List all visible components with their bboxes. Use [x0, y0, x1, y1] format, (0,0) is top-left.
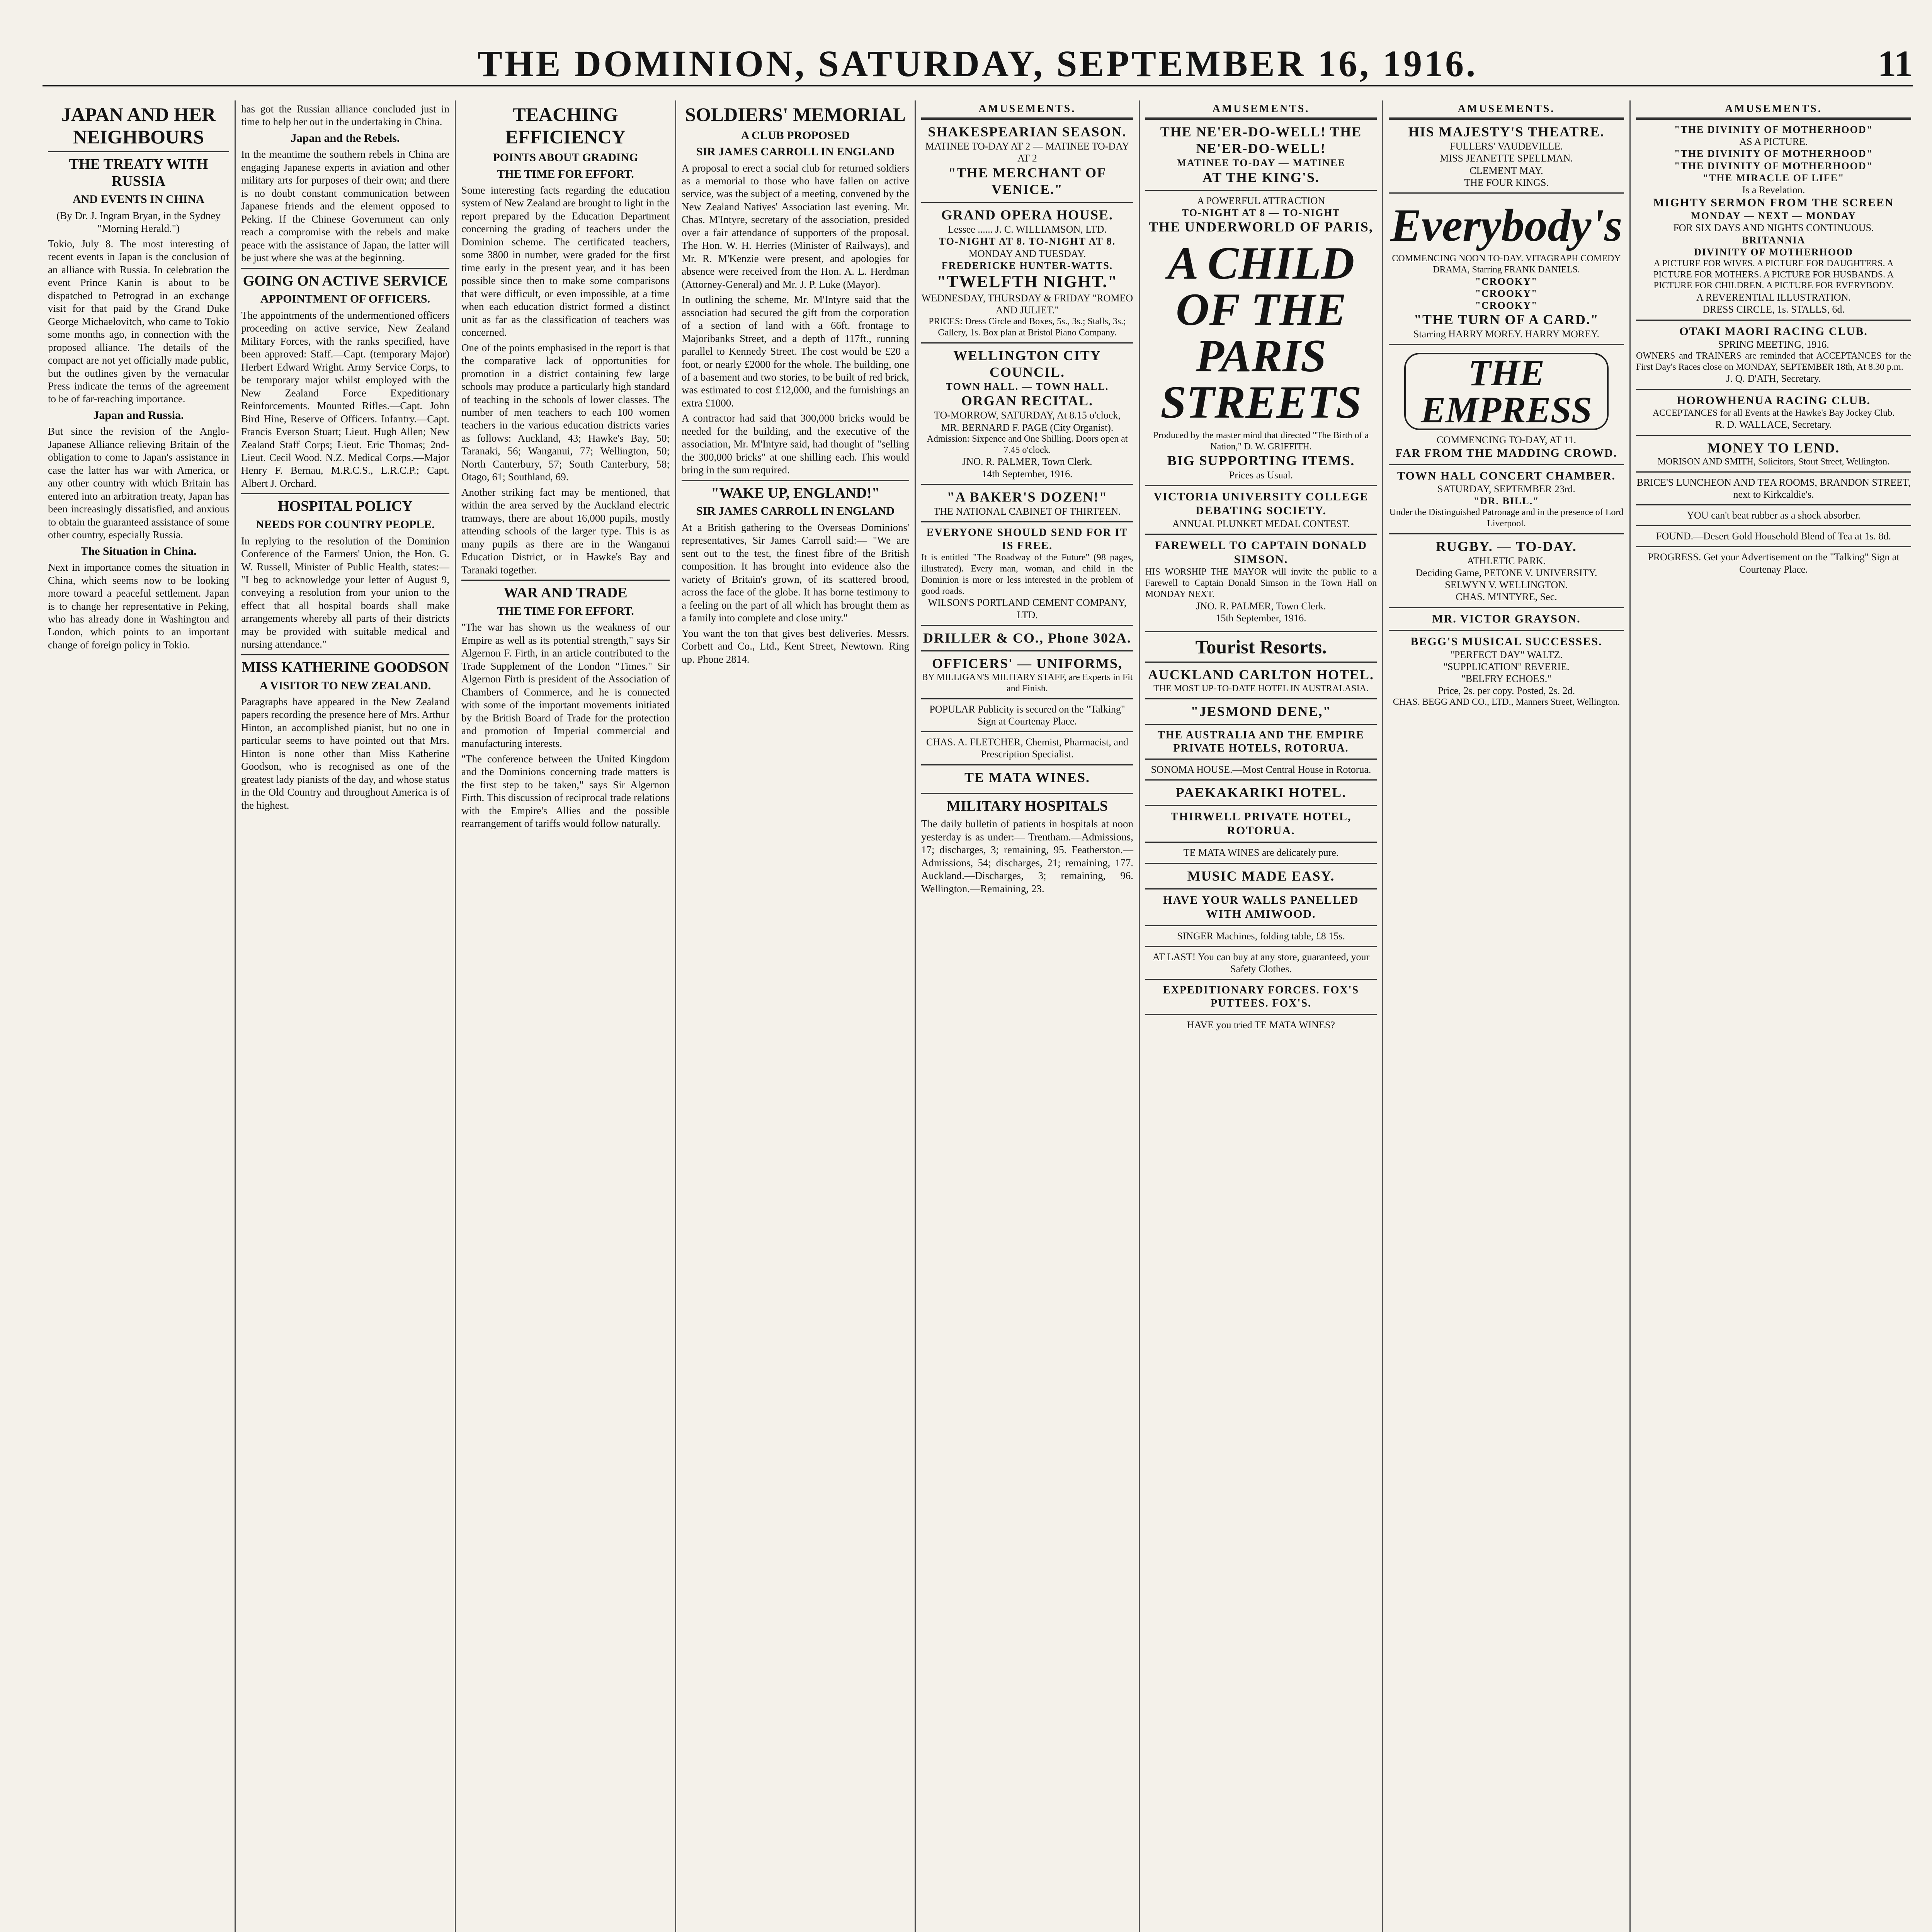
- ad-otaki: [1636, 320, 1911, 389]
- ad-jesmond: [1145, 698, 1377, 724]
- ad-line: Is a Revelation.: [1742, 184, 1805, 196]
- ad-line: Under the Distinguished Patronage and in the presence of Lord Liverpool.: [1389, 507, 1624, 529]
- subhead-districts: THE TIME FOR EFFORT.: [497, 167, 634, 180]
- ad-beggs: [1389, 630, 1624, 712]
- article-paragraph: "The war has shown us the weakness of our Empire as well as its potential strength," says Sir Algernon F. Firth, in an article contributed to the Trade Supplement of the London "Times." Sir Algernon Firth is president of the Association of Chambers of Commerce, and he is connected with some of the important movements initiated by the British Board of Trade for the protection and promotion of Imperial commercial and manufacturing interests.: [461, 621, 670, 750]
- ad-line: "CROOKY": [1475, 299, 1538, 311]
- ad-line: FULLERS' VAUDEVILLE.: [1450, 141, 1563, 152]
- column-4: [676, 100, 916, 1932]
- tourist-resorts-heading: Tourist Resorts.: [1145, 631, 1377, 658]
- ad-title: EVERYONE SHOULD SEND FOR IT IS FREE.: [926, 527, 1128, 552]
- ad-line: Prices as Usual.: [1229, 469, 1293, 481]
- page-number: 11: [1878, 43, 1913, 84]
- ad-rubber: YOU can't beat rubber as a shock absorber.: [1636, 504, 1911, 525]
- article-paragraph: Tokio, July 8. The most interesting of recent events in Japan is the conclusion of an alliance with Russia. In celebration the event Prince Kanin is about to be dispatched to Petrograd in an exchange visit for that paid by the Grand Duke George Michaelovitch, who came to Tokio some months ago, in connection with the proposed alliance. The details of the compact are not yet officially made public, but the outlines given by the vernacular Press indicate the terms of the agreement to be of far-reaching importance.: [48, 238, 229, 405]
- headline-goodson: MISS KATHERINE GOODSON: [241, 654, 449, 676]
- ad-line: SATURDAY, SEPTEMBER 23rd.: [1437, 483, 1575, 495]
- ad-title: OTAKI MAORI RACING CLUB.: [1679, 325, 1868, 338]
- ad-wines: [921, 764, 1133, 790]
- ad-line: 14th September, 1916.: [982, 468, 1073, 480]
- headline-memorial: SOLDIERS' MEMORIAL: [685, 104, 906, 125]
- ad-line: A POWERFUL ATTRACTION: [1197, 195, 1325, 206]
- masthead-title: THE DOMINION, SATURDAY, SEPTEMBER 16, 1916.: [477, 43, 1478, 84]
- ad-line: BY MILLIGAN'S MILITARY STAFF, are Experts in Fit and Finish.: [922, 672, 1133, 694]
- ad-title: SHAKESPEARIAN SEASON.: [928, 124, 1127, 139]
- ad-money: [1636, 435, 1911, 471]
- article-paragraph: One of the points emphasised in the report is that the comparative lack of opportunities for promotion in a district containing few large schools may produce a particularly high standard of teaching in the schools of lower classes. The number of men teachers to each 100 women teachers in the various education districts varies as follows: Auckland, 43; Hawke's Bay, 50; Taranaki, 56; Wanganui, 77; Wellington, 50; North Canterbury, 57; South Canterbury, 58; Otago, 61; Southland, 69.: [461, 342, 670, 483]
- ad-line: MATINEE TO-DAY — MATINEE: [1177, 157, 1345, 169]
- ad-title: ORGAN RECITAL.: [961, 393, 1094, 409]
- ad-title: HOROWHENUA RACING CLUB.: [1677, 394, 1871, 407]
- ad-line: "BELFRY ECHOES.": [1461, 673, 1551, 684]
- ad-line: Starring HARRY MOREY. HARRY MOREY.: [1413, 328, 1600, 340]
- ad-line: A PICTURE FOR WIVES. A PICTURE FOR DAUGHTERS. A PICTURE FOR MOTHERS. A PICTURE FOR HUSBANDS. A PICTURE FOR CHILDREN. A PICTURE FOR EVERYBODY.: [1653, 258, 1894, 291]
- subhead-club: A CLUB PROPOSED: [741, 129, 850, 142]
- ad-line: PRICES: Dress Circle and Boxes, 5s., 3s.; Stalls, 3s.; Gallery, 1s. Box plan at Bristol Piano Company.: [929, 316, 1126, 338]
- ad-line: JNO. R. PALMER, Town Clerk.: [1196, 600, 1326, 612]
- ad-town-hall-concert: [1389, 464, 1624, 533]
- amusements-band: AMUSEMENTS.: [921, 100, 1133, 119]
- column-7: [1383, 100, 1631, 1932]
- ad-line: "CROOKY": [1475, 287, 1538, 299]
- ad-organ-recital: [921, 342, 1133, 484]
- ad-everybodys: [1389, 192, 1624, 344]
- ad-brices: BRICE'S LUNCHEON AND TEA ROOMS, BRANDON STREET, next to Kirkcaldie's.: [1636, 471, 1911, 504]
- ad-title: WELLINGTON CITY COUNCIL.: [953, 347, 1101, 380]
- ad-line: OWNERS and TRAINERS are reminded that ACCEPTANCES for the First Day's Races close on MONDAY, SEPTEMBER 18th, At 8.30 p.m.: [1636, 350, 1911, 372]
- ad-line: CLEMENT MAY.: [1469, 165, 1543, 176]
- article-paragraph: has got the Russian alliance concluded just in time to help her out in the undertaking in China.: [241, 103, 449, 128]
- ad-title: RUGBY. — TO-DAY.: [1436, 538, 1577, 554]
- ad-title: AUCKLAND CARLTON HOTEL.: [1148, 667, 1374, 682]
- ad-title: MONEY TO LEND.: [1707, 440, 1840, 456]
- ad-line: A REVERENTIAL ILLUSTRATION.: [1696, 292, 1851, 303]
- article-paragraph: In outlining the scheme, Mr. M'Intyre said that the association had secured the gift from the corporation of a section of land with a 66ft. frontage to Majoribanks Street, and a depth of 117ft., running parallel to Kennedy Street. The cost would be £20 a foot, or nearly £2000 for the whole. The building, one of a basement and two stories, to be built of red brick, was estimated to cost £12,000, and the furnishings an extra £1000.: [682, 294, 909, 409]
- ad-his-majestys: [1389, 119, 1624, 192]
- ad-line: TOWN HALL. — TOWN HALL.: [946, 381, 1109, 393]
- amusements-band: AMUSEMENTS.: [1145, 100, 1377, 119]
- ad-line: "PERFECT DAY" WALTZ.: [1450, 649, 1563, 660]
- ad-title: TOWN HALL CONCERT CHAMBER.: [1397, 469, 1616, 482]
- ad-line: AS A PICTURE.: [1739, 136, 1808, 148]
- headline-teaching: TEACHING EFFICIENCY: [505, 104, 626, 148]
- ad-line: WEDNESDAY, THURSDAY & FRIDAY "ROMEO AND JULIET.": [921, 292, 1133, 316]
- ad-title: "THE TURN OF A CARD.": [1413, 312, 1599, 328]
- ad-line: 15th September, 1916.: [1216, 612, 1306, 624]
- article-paragraph: Some interesting facts regarding the education system of New Zealand are brought to light in the report prepared by the Education Department concerning the grading of teachers under the Dominion scheme. The certificated teachers, some 3800 in number, were graded for the first time early in the present year, and it has been possible since then to make some comparisons that were difficult, or even impossible, at a time when each education district formed a distinct unit as far as the classification of teachers was concerned.: [461, 184, 670, 338]
- ad-paekakariki: [1145, 779, 1377, 805]
- ad-debating: [1145, 485, 1377, 534]
- ad-music: [1145, 863, 1377, 888]
- ad-title: TE MATA WINES.: [964, 769, 1090, 785]
- ad-title: THIRWELL PRIVATE HOTEL, ROTORUA.: [1170, 810, 1352, 837]
- subhead-china: AND EVENTS IN CHINA: [73, 193, 204, 206]
- column-6: [1140, 100, 1383, 1932]
- ad-line: CHAS. BEGG AND CO., LTD., Manners Street, Wellington.: [1393, 697, 1620, 707]
- section-heading: The Situation in China.: [80, 544, 197, 558]
- headline-hospital-policy: HOSPITAL POLICY: [241, 493, 449, 515]
- article-paragraph: In the meantime the southern rebels in China are engaging Japanese experts in aviation and other military arts for purposes of their own; and there is no doubt constant communication between Japanese friends and the element opposed to Peking. If the Chinese Government can only reach a compromise with the rebels and make peace with the assistance of Japan, the latter will be just where she was at the beginning.: [241, 148, 449, 264]
- ad-line: FREDERICKE HUNTER-WATTS.: [941, 260, 1113, 271]
- ad-rugby: [1389, 533, 1624, 607]
- ad-thirwell: [1145, 805, 1377, 842]
- ad-singer: SINGER Machines, folding table, £8 15s.: [1145, 925, 1377, 946]
- ad-line: TO-MORROW, SATURDAY, At 8.15 o'clock,: [934, 410, 1121, 421]
- article-paragraph: Paragraphs have appeared in the New Zealand papers recording the presence here of Mrs. Arthur Hinton, an accomplished pianist, but no one in particular seems to have pointed out that Mrs. Hinton is none other than Miss Katherine Goodson, who is recognised as one of the greatest lady pianists of the day, and whose status in the Old Country and throughout America is of the highest.: [241, 696, 449, 811]
- ad-line: MORISON AND SMITH, Solicitors, Stout Street, Wellington.: [1657, 456, 1890, 467]
- ad-line: FOR SIX DAYS AND NIGHTS CONTINUOUS.: [1673, 222, 1874, 234]
- ad-line: DIVINITY OF MOTHERHOOD: [1694, 246, 1853, 258]
- ad-title: "THE MERCHANT OF VENICE.": [948, 165, 1107, 197]
- headline-military-hospitals: MILITARY HOSPITALS: [921, 793, 1133, 815]
- ad-title: THE NE'ER-DO-WELL! THE NE'ER-DO-WELL!: [1160, 124, 1362, 156]
- ad-driller: [921, 625, 1133, 650]
- ad-walls: [1145, 888, 1377, 925]
- ad-australia: [1145, 724, 1377, 759]
- ad-title: "A BAKER'S DOZEN!": [947, 489, 1108, 505]
- ad-line: R. D. WALLACE, Secretary.: [1715, 419, 1832, 430]
- ad-line: ANNUAL PLUNKET MEDAL CONTEST.: [1172, 518, 1350, 530]
- ad-title: OFFICERS' — UNIFORMS,: [932, 656, 1123, 672]
- subhead-visitor: A VISITOR TO NEW ZEALAND.: [259, 679, 431, 692]
- ad-line: "SUPPLICATION" REVERIE.: [1443, 661, 1570, 672]
- ad-line: MR. BERNARD F. PAGE (City Organist).: [941, 422, 1114, 433]
- ad-line: DRESS CIRCLE, 1s. STALLS, 6d.: [1702, 304, 1845, 315]
- ad-line: THE FOUR KINGS.: [1464, 177, 1549, 188]
- ad-line: WILSON'S PORTLAND CEMENT COMPANY, LTD.: [928, 597, 1127, 621]
- ad-title: MUSIC MADE EASY.: [1187, 868, 1335, 884]
- ad-line: COMMENCING NOON TO-DAY. VITAGRAPH COMEDY DRAMA, Starring FRANK DANIELS.: [1392, 253, 1621, 275]
- article-paragraph: The daily bulletin of patients in hospitals at noon yesterday is as under:— Trentham.—Admissions, 17; discharges, 3; remaining, 95. Featherston.—Admissions, 54; discharges, 21; remaining, 177. Auckland.—Discharges, 3; remaining, 96. Wellington.—Remaining, 23.: [921, 818, 1133, 895]
- subhead-country-people: NEEDS FOR COUNTRY PEOPLE.: [256, 518, 435, 531]
- ad-empress: [1389, 344, 1624, 464]
- ad-line: MATINEE TO-DAY AT 2 — MATINEE TO-DAY AT 2: [925, 141, 1129, 164]
- ad-line: Produced by the master mind that directed "The Birth of a Nation," D. W. GRIFFITH.: [1153, 430, 1369, 452]
- ad-line: MONDAY AND TUESDAY.: [968, 248, 1086, 259]
- ad-at-last: AT LAST! You can buy at any store, guaranteed, your Safety Clothes.: [1145, 946, 1377, 979]
- ad-line: Deciding Game, PETONE V. UNIVERSITY.: [1415, 567, 1597, 578]
- subhead-treaty: THE TREATY WITH RUSSIA: [48, 151, 229, 190]
- ad-child-paris: [1145, 190, 1377, 485]
- masthead: [43, 43, 1913, 87]
- ad-line: TO-NIGHT AT 8. TO-NIGHT AT 8.: [939, 236, 1116, 247]
- ad-line: "THE DIVINITY OF MOTHERHOOD": [1674, 148, 1873, 160]
- ad-popular: POPULAR Publicity is secured on the "Talking" Sign at Courtenay Place.: [921, 698, 1133, 731]
- ad-title: THE UNDERWORLD OF PARIS,: [1149, 219, 1373, 235]
- ad-title: AT THE KING'S.: [1202, 169, 1320, 185]
- subhead-carroll: SIR JAMES CARROLL IN ENGLAND: [696, 505, 895, 518]
- ad-title: BIG SUPPORTING ITEMS.: [1167, 452, 1355, 468]
- ad-title: GRAND OPERA HOUSE.: [941, 207, 1114, 223]
- ad-line: "THE DIVINITY OF MOTHERHOOD": [1674, 124, 1873, 135]
- ad-line: "THE MIRACLE OF LIFE": [1702, 172, 1845, 184]
- ad-neer-do-well: [1145, 119, 1377, 190]
- column-1: [43, 100, 236, 1932]
- article-paragraph: Another striking fact may be mentioned, that within the area served by the Auckland electric tramways, there are about 16,000 pupils, mostly attending schools of the larger type. This is as many pupils as there are in the Wanganui Education District, or in Hawke's Bay and Taranaki together.: [461, 486, 670, 576]
- ad-grayson: [1389, 607, 1624, 630]
- ad-line: TO-NIGHT AT 8 — TO-NIGHT: [1182, 207, 1340, 218]
- ad-puttees: [1145, 979, 1377, 1014]
- amusements-band: AMUSEMENTS.: [1636, 100, 1911, 119]
- ad-title: MIGHTY SERMON FROM THE SCREEN: [1653, 196, 1894, 209]
- ad-line: "CROOKY": [1475, 276, 1538, 287]
- article-paragraph: "The conference between the United Kingdom and the Dominions concerning trade matters is the first step to be taken," says Sir Algernon Firth. This discussion of reciprocal trade relations with the Empire's Allies and the possible rearrangement of tariffs would follow naturally.: [461, 753, 670, 830]
- byline: (By Dr. J. Ingram Bryan, in the Sydney "Morning Herald."): [56, 209, 221, 235]
- ad-farewell: [1145, 534, 1377, 628]
- ad-line: MONDAY — NEXT — MONDAY: [1691, 210, 1856, 222]
- article-paragraph: A proposal to erect a social club for returned soldiers as a memorial to those who have fallen on active service, was the subject of a meeting, convened by the New Zealand Natives' Association last evening. Mr. Chas. M'Intyre, secretary of the association, presided over a fair attendance of supporters of the proposal. The Hon. W. H. Herries (Minister of Railways), and Mr. R. M'Kenzie were present, and apologies for absence were received from the Hon. A. L. Herdman (Attorney-General) and Mr. J. P. Luke (Mayor).: [682, 162, 909, 290]
- ad-line: THE MOST UP-TO-DATE HOTEL IN AUSTRALASIA.: [1153, 683, 1369, 694]
- ad-line: "THE DIVINITY OF MOTHERHOOD": [1674, 160, 1873, 172]
- ad-title: DRILLER & CO., Phone 302A.: [923, 630, 1132, 646]
- ad-title: BEGG'S MUSICAL SUCCESSES.: [1410, 635, 1602, 648]
- ad-line: CHAS. M'INTYRE, Sec.: [1456, 591, 1557, 603]
- ad-te-mata-2: HAVE you tried TE MATA WINES?: [1145, 1014, 1377, 1035]
- ad-line: BRITANNIA: [1742, 234, 1806, 246]
- ad-line: J. Q. D'ATH, Secretary.: [1726, 373, 1821, 384]
- ad-line: ATHLETIC PARK.: [1467, 555, 1546, 566]
- ad-te-mata: TE MATA WINES are delicately pure.: [1145, 842, 1377, 862]
- ad-title: HAVE YOUR WALLS PANELLED WITH AMIWOOD.: [1163, 893, 1359, 920]
- headline-wake-up: "WAKE UP, ENGLAND!": [682, 480, 909, 502]
- ad-bakers-dozen: [921, 484, 1133, 521]
- article-paragraph: But since the revision of the Anglo-Japanese Alliance relieving Britain of the obligation to come to Japan's assistance in case the latter has war with America, or any other country with which Britain has entered into an arbitration treaty, Japan has been increasingly dissatisfied, and anxious to obtain the guaranteed assistance of some other country, especially Russia.: [48, 425, 229, 541]
- ad-line: JNO. R. PALMER, Town Clerk.: [962, 456, 1092, 468]
- ad-title: "JESMOND DENE,": [1190, 703, 1332, 719]
- ad-title: MR. VICTOR GRAYSON.: [1432, 612, 1581, 625]
- everybodys-logo: Everybody's: [1390, 199, 1622, 251]
- empress-logo: THE EMPRESS: [1404, 353, 1609, 430]
- ad-officers: [921, 650, 1133, 698]
- ad-found: FOUND.—Desert Gold Household Blend of Tea at 1s. 8d.: [1636, 525, 1911, 546]
- ad-grand-opera-house: [921, 202, 1133, 342]
- ad-roadway: [921, 521, 1133, 625]
- article-paragraph: In replying to the resolution of the Dominion Conference of the Farmers' Union, the Hon. G. W. Russell, Minister of Public Health, states:— "I beg to acknowledge your letter of August 9, conveying a resolution from your union to the effect that all hospital boards shall make arrangements whereby all parts of their districts may be provided with suitable medical and nursing attendance.": [241, 535, 449, 650]
- column-3: [456, 100, 676, 1932]
- ad-line: SELWYN V. WELLINGTON.: [1445, 579, 1568, 591]
- column-2: [236, 100, 456, 1932]
- ad-carlton: [1145, 662, 1377, 698]
- ad-line: Lessee ...... J. C. WILLIAMSON, LTD.: [948, 224, 1107, 235]
- ad-horowhenua: [1636, 389, 1911, 435]
- ad-title: HIS MAJESTY'S THEATRE.: [1408, 124, 1605, 139]
- ad-fletcher: CHAS. A. FLETCHER, Chemist, Pharmacist, and Prescription Specialist.: [921, 731, 1133, 764]
- ad-line: It is entitled "The Roadway of the Future" (98 pages, illustrated). Every man, woman, and child in the Dominion is more or less interested in the problem of good roads.: [921, 553, 1133, 596]
- child-paris-title: A CHILD OF THE PARIS STREETS: [1160, 237, 1362, 428]
- ad-title: VICTORIA UNIVERSITY COLLEGE DEBATING SOCIETY.: [1153, 490, 1369, 517]
- ad-line: Price, 2s. per copy. Posted, 2s. 2d.: [1437, 685, 1575, 697]
- ad-line: SPRING MEETING, 1916.: [1718, 338, 1829, 350]
- column-8: [1631, 100, 1917, 1932]
- ad-line: COMMENCING TO-DAY, AT 11.: [1437, 434, 1576, 446]
- ad-sonoma: SONOMA HOUSE.—Most Central House in Rotorua.: [1145, 759, 1377, 779]
- ad-shakespeare: [921, 119, 1133, 202]
- article-paragraph: You want the ton that gives best deliveries. Messrs. Corbett and Co., Ltd., Kent Street, Newtown. Ring up. Phone 2814.: [682, 627, 909, 665]
- subhead-effort: THE TIME FOR EFFORT.: [497, 604, 634, 617]
- article-paragraph: A contractor had said that 300,000 bricks would be needed for the building, and the executive of the association, Mr. M'Intyre said, had thought of "selling the 300,000 bricks" at one shilling each. This would bring in the sum required.: [682, 412, 909, 476]
- ad-line: HIS WORSHIP THE MAYOR will invite the public to a Farewell to Captain Donald Simson in the Town Hall on MONDAY NEXT.: [1145, 567, 1377, 600]
- ad-title: THE AUSTRALIA AND THE EMPIRE PRIVATE HOTELS, ROTORUA.: [1158, 729, 1364, 754]
- ad-progress: PROGRESS. Get your Advertisement on the "Talking" Sign at Courtenay Place.: [1636, 546, 1911, 579]
- ad-line: "DR. BILL.": [1473, 495, 1539, 507]
- headline-active-service: GOING ON ACTIVE SERVICE: [241, 268, 449, 290]
- subhead-officers: APPOINTMENT OF OFFICERS.: [260, 293, 430, 306]
- headline-japan: JAPAN AND HER NEIGHBOURS: [61, 104, 216, 148]
- ad-line: ACCEPTANCES for all Events at the Hawke's Bay Jockey Club.: [1652, 408, 1895, 418]
- article-paragraph: At a British gathering to the Overseas Dominions' representatives, Sir James Carroll said:— "We are sent out to the test, the finest fibre of the British composition. It has brought into evidence also the variety of Britain's grown, of its scattered brood, across the face of the globe. It has borne testimony to a feeling on the part of all which has brought them as a family into complete and close unity.": [682, 521, 909, 624]
- ad-title: EXPEDITIONARY FORCES. FOX'S PUTTEES. FOX'S.: [1163, 984, 1359, 1009]
- ad-line: MISS JEANETTE SPELLMAN.: [1440, 153, 1573, 164]
- headline-war-trade: WAR AND TRADE: [461, 580, 670, 602]
- ad-title: FAREWELL TO CAPTAIN DONALD SIMSON.: [1155, 539, 1367, 566]
- ad-motherhood: [1636, 119, 1911, 320]
- ad-title: "TWELFTH NIGHT.": [937, 272, 1118, 291]
- subhead-cost: SIR JAMES CARROLL IN ENGLAND: [696, 145, 895, 158]
- ad-line: Admission: Sixpence and One Shilling. Doors open at 7.45 o'clock.: [927, 434, 1128, 455]
- article-paragraph: Next in importance comes the situation in China, which seems now to be looking more toward a peaceful settlement. Japan is to change her representative in Peking, who has already done in Washington and London, which points to an important change of foreign policy in Tokio.: [48, 561, 229, 651]
- amusements-band: AMUSEMENTS.: [1389, 100, 1624, 119]
- ad-title: PAEKAKARIKI HOTEL.: [1175, 785, 1347, 801]
- section-heading: Japan and Russia.: [93, 408, 184, 422]
- section-heading: Japan and the Rebels.: [291, 131, 400, 145]
- ad-line: THE NATIONAL CABINET OF THIRTEEN.: [934, 505, 1121, 517]
- column-5: [916, 100, 1140, 1932]
- article-paragraph: The appointments of the undermentioned officers proceeding on active service, New Zealand Military Forces, with the ranks specified, have been approved: Staff.—Capt. (temporary Major) Herbert Edward Wright. Army Service Corps, to be temporary major whilst employed with the New Zealand Force Expeditionary Reinforcements. Mounted Rifles.—Capt. John Bird Hine, Reserve of Officers. Infantry.—Capt. Francis Everson Stuart; Lieut. Hugh Allen; New Zealand Staff Corps; Lieut. Eric Thomas; 2nd-Lieut. Cecil Wood. N.Z. Medical Corps.—Major Henry F. Bernau, M.R.C.S., L.R.C.P.; Capt. Albert J. Orchard.: [241, 309, 449, 489]
- subhead-grading: POINTS ABOUT GRADING: [493, 151, 638, 164]
- ad-title: FAR FROM THE MADDING CROWD.: [1395, 446, 1617, 459]
